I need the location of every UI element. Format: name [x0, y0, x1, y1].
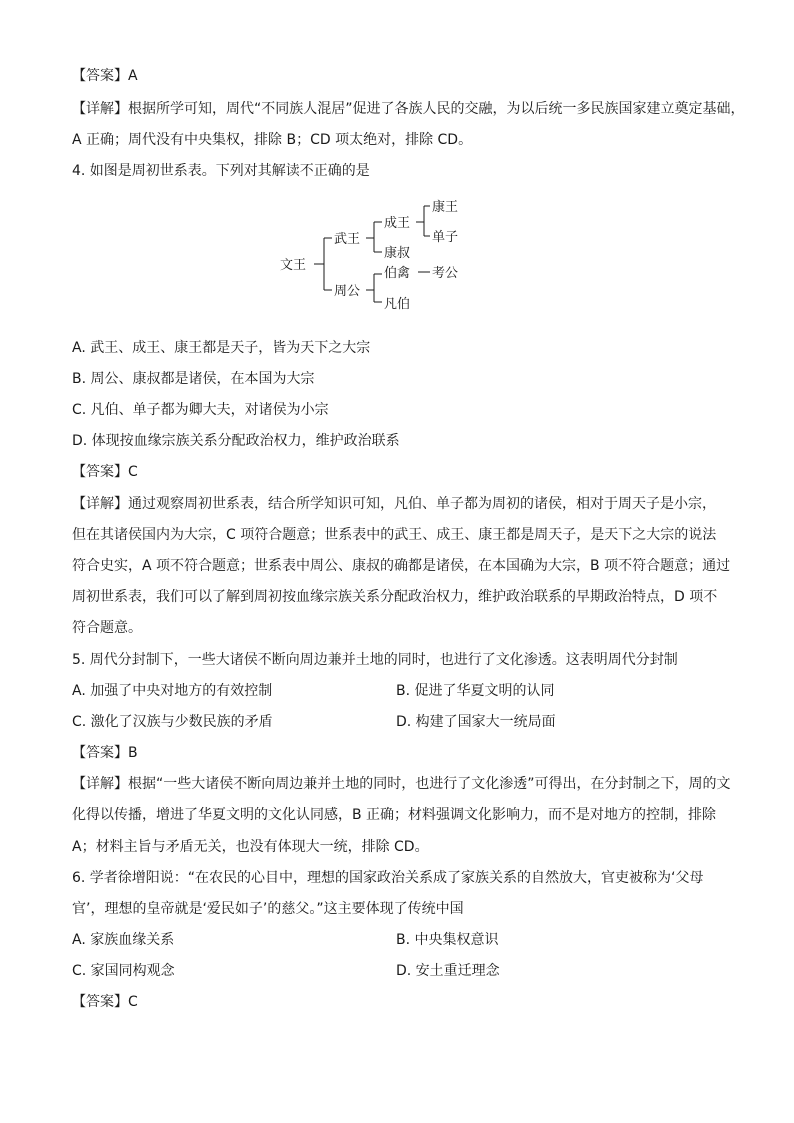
question-6-stem-line1: 6. 学者徐增阳说：“在农民的心目中，理想的国家政治关系成了家族关系的自然放大，官吏被称为‘父母 [72, 870, 704, 886]
genealogy-diagram [270, 192, 480, 318]
node-kangshu: 康叔 [384, 246, 411, 261]
explanation-3-line1: 【详解】根据所学可知，周代“不同族人混居”促进了各族人民的交融，为以后统一多民族国家建立奠定基础， [72, 101, 745, 117]
explanation-3-line2: A 正确；周代没有中央集权，排除 B；CD 项太绝对，排除 CD。 [72, 132, 473, 148]
option-4a: A. 武王、成王、康王都是天子，皆为天下之大宗 [72, 340, 371, 356]
explanation-4-line3: 符合史实，A 项不符合题意；世系表中周公、康叔的确都是诸侯，在本国确为大宗，B 项不符合题意；通过 [72, 558, 731, 574]
node-danzi: 单子 [432, 230, 459, 245]
explanation-5-line2: 化得以传播，增进了华夏文明的文化认同感，B 正确；材料强调文化影响力，而不是对地方的控制，排除 [72, 807, 717, 823]
node-wenwang: 文王 [280, 258, 307, 273]
node-wuwang: 武王 [334, 232, 361, 247]
option-6b: B. 中央集权意识 [396, 932, 499, 948]
option-5c: C. 激化了汉族与少数民族的矛盾 [72, 714, 273, 730]
node-chengwang: 成王 [384, 216, 411, 231]
explanation-4-line5: 符合题意。 [72, 620, 142, 636]
option-5a: A. 加强了中央对地方的有效控制 [72, 683, 273, 699]
node-kaogong: 考公 [432, 266, 459, 281]
question-6-stem-line2: 官’，理想的皇帝就是‘爱民如子’的慈父。”这主要体现了传统中国 [72, 901, 464, 917]
option-6d: D. 安土重迁理念 [396, 963, 500, 979]
option-4d: D. 体现按血缘宗族关系分配政治权力，维护政治联系 [72, 433, 400, 449]
answer-3: 【答案】A [72, 68, 138, 84]
answer-4: 【答案】C [72, 464, 138, 480]
option-5b: B. 促进了华夏文明的认同 [396, 683, 555, 699]
option-4c: C. 凡伯、单子都为卿大夫，对诸侯为小宗 [72, 402, 329, 418]
question-5-stem: 5. 周代分封制下，一些大诸侯不断向周边兼并土地的同时，也进行了文化渗透。这表明周代分封制 [72, 652, 678, 668]
node-kangwang: 康王 [432, 200, 459, 215]
node-fanbo: 凡伯 [384, 297, 411, 312]
question-4-stem: 4. 如图是周初世系表。下列对其解读不正确的是 [72, 163, 370, 179]
node-zhougong: 周公 [334, 284, 361, 299]
option-6a: A. 家族血缘关系 [72, 932, 175, 948]
explanation-5-line1: 【详解】根据“一些大诸侯不断向周边兼并土地的同时，也进行了文化渗透”可得出，在分封制之下，周的文 [72, 776, 731, 792]
option-6c: C. 家国同构观念 [72, 963, 175, 979]
answer-6: 【答案】C [72, 994, 138, 1010]
option-5d: D. 构建了国家大一统局面 [396, 714, 556, 730]
option-4b: B. 周公、康叔都是诸侯，在本国为大宗 [72, 371, 315, 387]
explanation-4-line1: 【详解】通过观察周初世系表，结合所学知识可知，凡伯、单子都为周初的诸侯，相对于周天子是小宗， [72, 496, 716, 512]
explanation-4-line2: 但在其诸侯国内为大宗，C 项符合题意；世系表中的武王、成王、康王都是周天子，是天下之大宗的说法 [72, 527, 717, 543]
explanation-4-line4: 周初世系表，我们可以了解到周初按血缘宗族关系分配政治权力，维护政治联系的早期政治特点，D 项不 [72, 589, 718, 605]
answer-5: 【答案】B [72, 745, 138, 761]
node-boqin: 伯禽 [384, 266, 411, 281]
explanation-5-line3: A；材料主旨与矛盾无关，也没有体现大一统，排除 CD。 [72, 839, 429, 855]
